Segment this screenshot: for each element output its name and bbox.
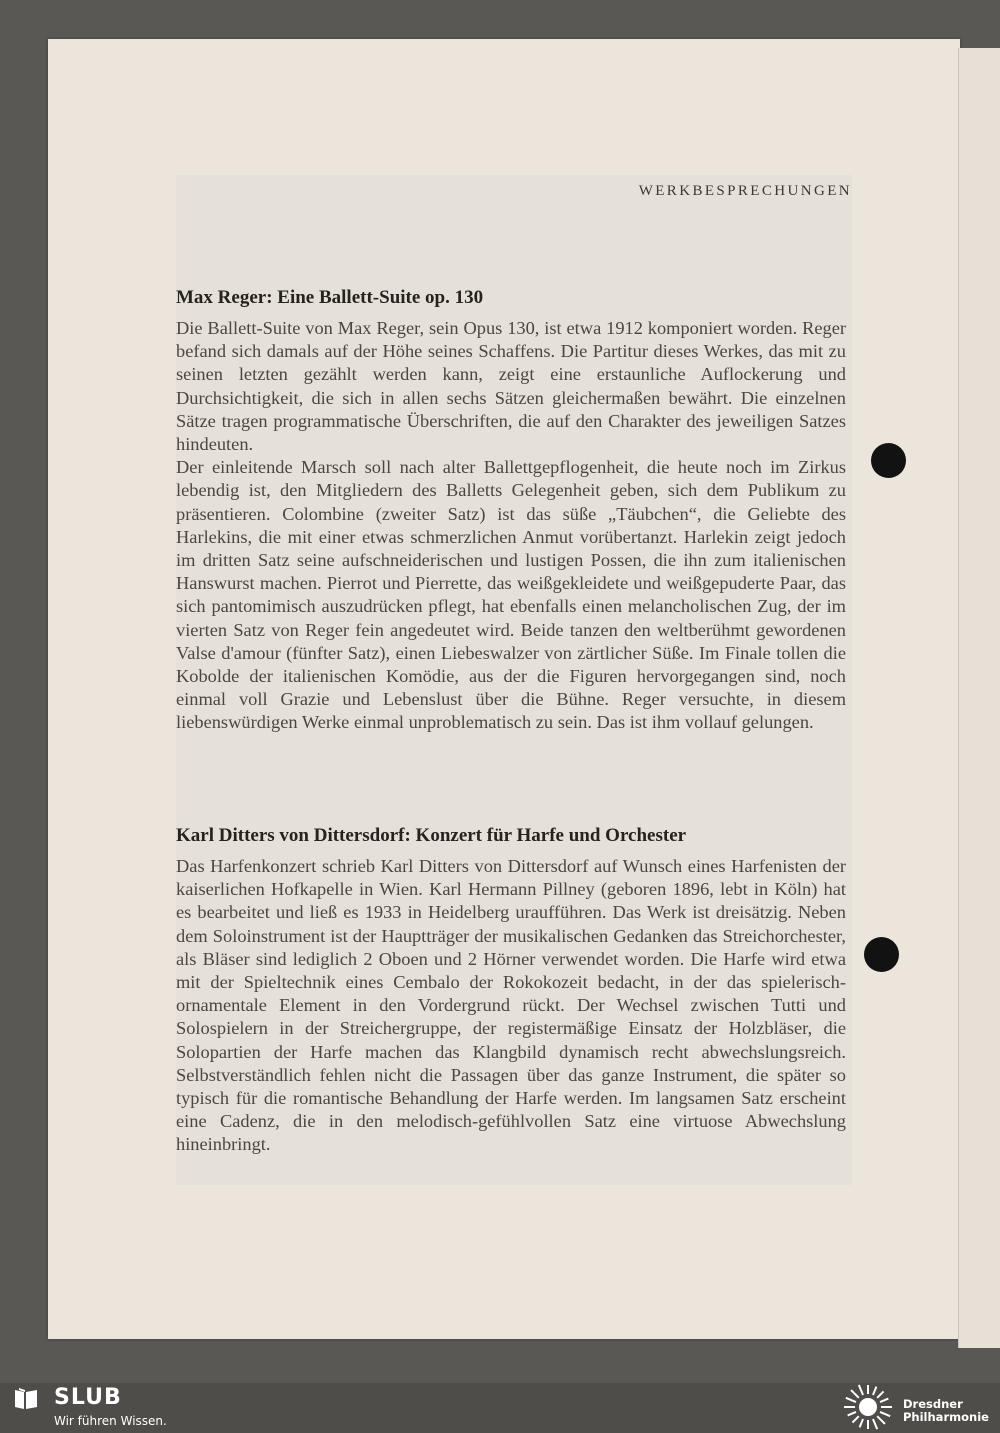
article-reger — [176, 287, 846, 735]
article-heading: Karl Ditters von Dittersdorf: Konzert für Harfe und Orchester — [176, 825, 687, 846]
next-page-edge — [958, 48, 1000, 1348]
article-paragraph: Die Ballett-Suite von Max Reger, sein Opus 130, ist etwa 1912 komponiert worden. Reger befand sich damals auf der Höhe seines Schaffens. Die Partitur dieses Werkes, das mit zu seinen letzten gezählt werden kann, zeigt eine erstaunliche Auflockerung und Durchsichtigkeit, die sich in allen sechs Sätzen gleichermaßen bewährt. Die einzelnen Sätze tragen programmatische Überschriften, die auf den Charakter des jeweiligen Satzes hindeuten. — [176, 318, 846, 455]
philharmonie-logo-text[interactable] — [903, 1398, 989, 1424]
article-dittersdorf — [176, 825, 846, 1157]
slub-tagline: Wir führen Wissen. — [54, 1414, 167, 1428]
article-paragraph: Das Harfenkonzert schrieb Karl Ditters von Dittersdorf auf Wunsch eines Harfenisten der kaiserlichen Hofkapelle in Wien. Karl Hermann Pillney (geboren 1896, lebt in Köln) hat es bearbeitet und ließ es 1933 in Heidelberg uraufführen. Das Werk ist dreisätzig. Neben dem Soloinstrument ist der Hauptträger der musikalischen Gedanken das Streichorchester, als Bläser sind lediglich 2 Oboen und 2 Hörner verwendet worden. Die Harfe wird etwa mit der Spieltechnik eines Cembalo der Rokokozeit bedacht, in der das spielerisch-ornamentale Element in den Vordergrund rückt. Der Wechsel zwischen Tutti und Solospielern in der Streichergruppe, der registermäßige Einsatz der Holzbläser, die Solopartien der Harfe machen das Klangbild dynamisch recht abwechslungsreich. Selbstverständlich fehlen nicht die Passagen über das ganze Instrument, die später so typisch für die romantische Behandlung der Harfe werden. Im langsamen Satz erscheint eine Cadenz, die in den melodisch-gefühlvollen Satz eine virtuose Abwechslung hineinbringt. — [176, 856, 846, 1155]
running-head: WERKBESPRECHUNGEN — [638, 183, 852, 199]
punch-hole — [871, 443, 906, 478]
philharmonie-name-line: Philharmonie — [903, 1410, 989, 1424]
philharmonie-name-line: Dresdner — [903, 1397, 963, 1411]
sunburst-logo-icon[interactable] — [842, 1384, 894, 1430]
article-heading: Max Reger: Eine Ballett-Suite op. 130 — [176, 287, 484, 308]
slub-book-icon — [13, 1388, 39, 1410]
article-paragraph: Der einleitende Marsch soll nach alter Ballettgepflogenheit, die heute noch im Zirkus lebendig ist, den Mitgliedern des Balletts Gelegenheit geben, sich dem Publikum zu präsentieren. Colombine (zweiter Satz) ist das süße „Täubchen“, die Geliebte des Harlekins, die mit einer etwas schmerzlichen Anmut vorübertanzt. Harlekin zeigt jedoch im dritten Satz seine aufschneiderischen und lustigen Possen, die ihn zum italienischen Hanswurst machen. Pierrot und Pierrette, das weißgekleidete und weißgepuderte Paar, das sich pantomimisch auszudrücken pflegt, hat ebenfalls einen melancholischen Zug, der im vierten Satz von Reger fein angedeutet wird. Beide tanzen den weltberühmt gewordenen Valse d'amour (fünfter Satz), einen Liebeswalzer von zärtlicher Süße. Im Finale tollen die Kobolde der italienischen Komödie, aus der die Figuren hervorgegangen sind, noch einmal voll Grazie und Lebenslust über die Bühne. Reger versuchte, in diesem liebenswürdigen Werke einmal unproblematisch zu sein. Das ist ihm vollauf gelungen. — [176, 457, 846, 733]
punch-hole — [864, 937, 899, 972]
slub-logo-text[interactable]: SLUB — [54, 1385, 122, 1410]
